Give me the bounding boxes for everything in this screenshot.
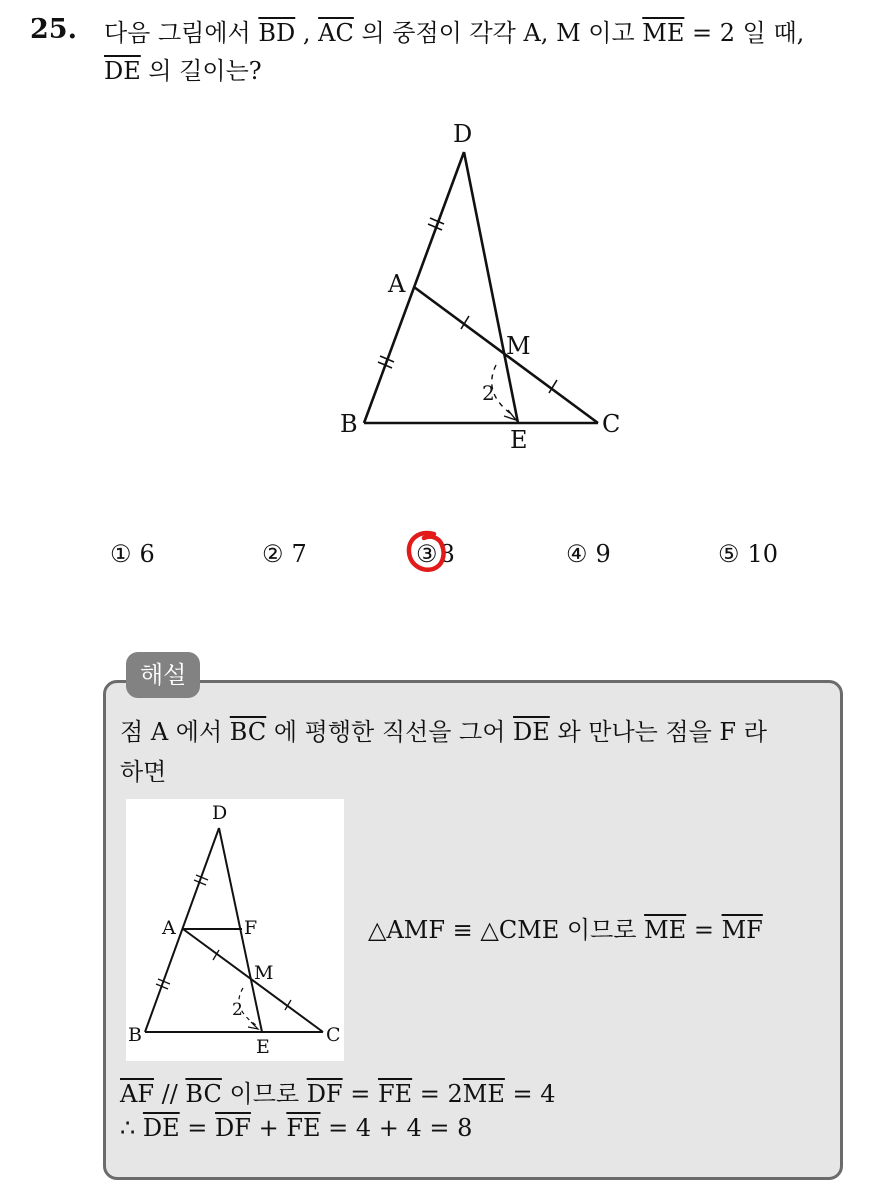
question-line-2: $\overline{DE}$ 의 길이는? [104, 57, 262, 85]
label-e: E [510, 426, 528, 454]
label-a: A [162, 917, 176, 939]
label-length: 2 [232, 1000, 243, 1020]
choice-3[interactable]: ③8 [416, 540, 455, 568]
solution-line-2: 하면 [120, 758, 167, 786]
label-m: M [506, 332, 531, 360]
label-m: M [254, 962, 274, 984]
solution-parallel: $\overline{AF} // \overline{BC}$ 이므로 $\overline{DF} = \overline{FE} = 2\overline{ME} = 4$ [120, 1080, 556, 1108]
solution-figure [126, 799, 344, 1061]
choice-2[interactable]: ② 7 [262, 540, 307, 568]
solution-line-1: 점 A 에서 $\overline{BC}$ 에 평행한 직선을 그어 $\overline{DE}$ 와 만나는 점을 F 라 [120, 718, 767, 746]
arrow-icon [504, 410, 516, 420]
tick-marks [378, 218, 557, 393]
choice-4[interactable]: ④ 9 [566, 540, 611, 568]
question-number: 25. [30, 14, 77, 45]
question-text [104, 14, 874, 90]
label-c: C [326, 1024, 341, 1046]
solution-congruence: △AMF ≡ △CME 이므로 $\overline{ME} = \overline{MF}$ [368, 916, 763, 944]
label-f: F [244, 917, 258, 939]
label-a: A [388, 270, 406, 298]
solution-intro [120, 712, 835, 792]
label-b: B [340, 410, 358, 438]
solution-conclusion: ∴ $\overline{DE} = \overline{DF} + \overline{FE} = 4 + 4 = 8$ [120, 1114, 473, 1142]
label-d: D [453, 120, 473, 148]
label-c: C [602, 410, 621, 438]
answer-choices [110, 540, 850, 580]
triangle-figure [330, 110, 640, 460]
label-d: D [212, 802, 228, 824]
solution-tag: 해설 [126, 652, 200, 698]
answer-circle-icon [404, 528, 448, 576]
choice-5[interactable]: ⑤ 10 [718, 540, 779, 568]
label-length: 2 [482, 381, 495, 405]
choice-1[interactable]: ① 6 [110, 540, 155, 568]
question-line-1: 다음 그림에서 $\overline{BD}$ , $\overline{AC}$ 의 중점이 각각 A, M 이고 $\overline{ME} = 2$ 일 때, [104, 19, 805, 47]
label-b: B [128, 1024, 142, 1046]
label-e: E [256, 1036, 270, 1058]
